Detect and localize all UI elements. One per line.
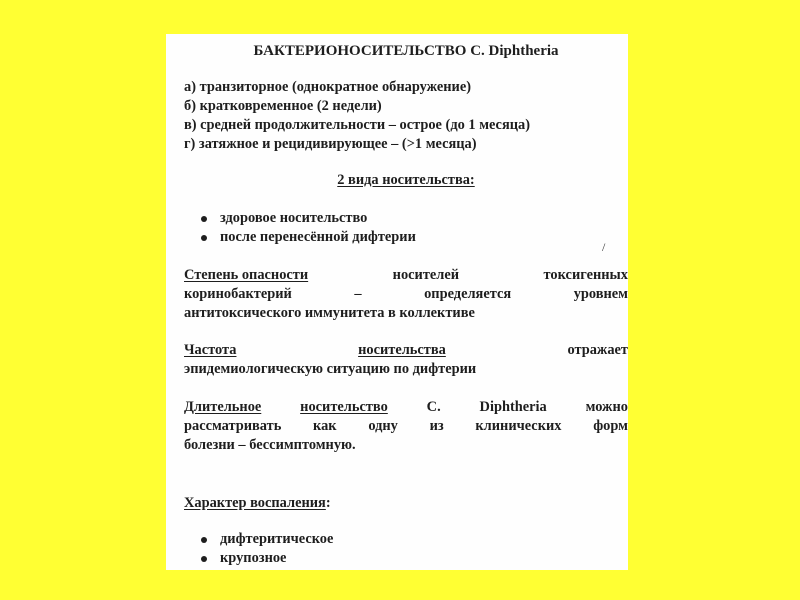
list-item: после перенесённой дифтерии xyxy=(198,228,628,247)
carrier-kinds-heading-wrap xyxy=(184,171,628,190)
word: – xyxy=(354,286,362,302)
word: одну xyxy=(368,418,398,434)
word: коринобактерий xyxy=(184,286,292,302)
paragraph-line: болезни – бессимптомную. xyxy=(184,437,356,453)
word: клинических xyxy=(475,418,562,434)
word: отражает xyxy=(567,342,628,358)
type-item: б) кратковременное (2 недели) xyxy=(184,98,382,114)
duration-term-1: Длительное xyxy=(184,399,262,415)
inflammation-heading: Характер воспаления xyxy=(184,495,326,511)
duration-term-2: носительство xyxy=(300,399,388,415)
carrier-types-list xyxy=(184,78,628,154)
inflammation-heading-wrap xyxy=(184,494,628,513)
danger-paragraph xyxy=(184,266,628,323)
carrier-kinds-list xyxy=(184,209,628,247)
frequency-paragraph xyxy=(184,341,628,379)
type-item: г) затяжное и рецидивирующее – (>1 месяца) xyxy=(184,136,477,152)
word: форм xyxy=(593,418,628,434)
frequency-term-1: Частота xyxy=(184,342,237,358)
document-page xyxy=(166,34,628,570)
document-title: БАКТЕРИОНОСИТЕЛЬСТВО C. Diphtheria xyxy=(253,43,559,59)
word: токсигенных xyxy=(543,267,628,283)
word: Diphtheria xyxy=(479,399,547,415)
paragraph-line: антитоксического иммунитета в коллективе xyxy=(184,305,475,321)
word: C. xyxy=(426,399,441,415)
word: носителей xyxy=(392,267,460,283)
type-item: в) средней продолжительности – острое (до 1 месяца) xyxy=(184,117,531,133)
word: уровнем xyxy=(573,286,628,302)
word: из xyxy=(429,418,444,434)
type-item: а) транзиторное (однократное обнаружение) xyxy=(184,79,472,95)
list-item: дифтеритическое xyxy=(198,530,628,549)
word: определяется xyxy=(424,286,512,302)
inflammation-list xyxy=(184,530,628,568)
frequency-term-2: носительства xyxy=(358,342,446,358)
paragraph-line: эпидемиологическую ситуацию по дифтерии xyxy=(184,361,477,377)
stray-mark: / xyxy=(602,240,606,254)
word: как xyxy=(313,418,337,434)
list-item: здоровое носительство xyxy=(198,209,628,228)
word: рассматривать xyxy=(184,418,282,434)
list-item: крупозное xyxy=(198,549,628,568)
danger-term: Степень опасности xyxy=(184,267,309,283)
word: можно xyxy=(585,399,628,415)
inflammation-colon: : xyxy=(325,495,331,511)
carrier-kinds-heading: 2 вида носительства: xyxy=(337,172,475,188)
duration-paragraph xyxy=(184,398,628,455)
